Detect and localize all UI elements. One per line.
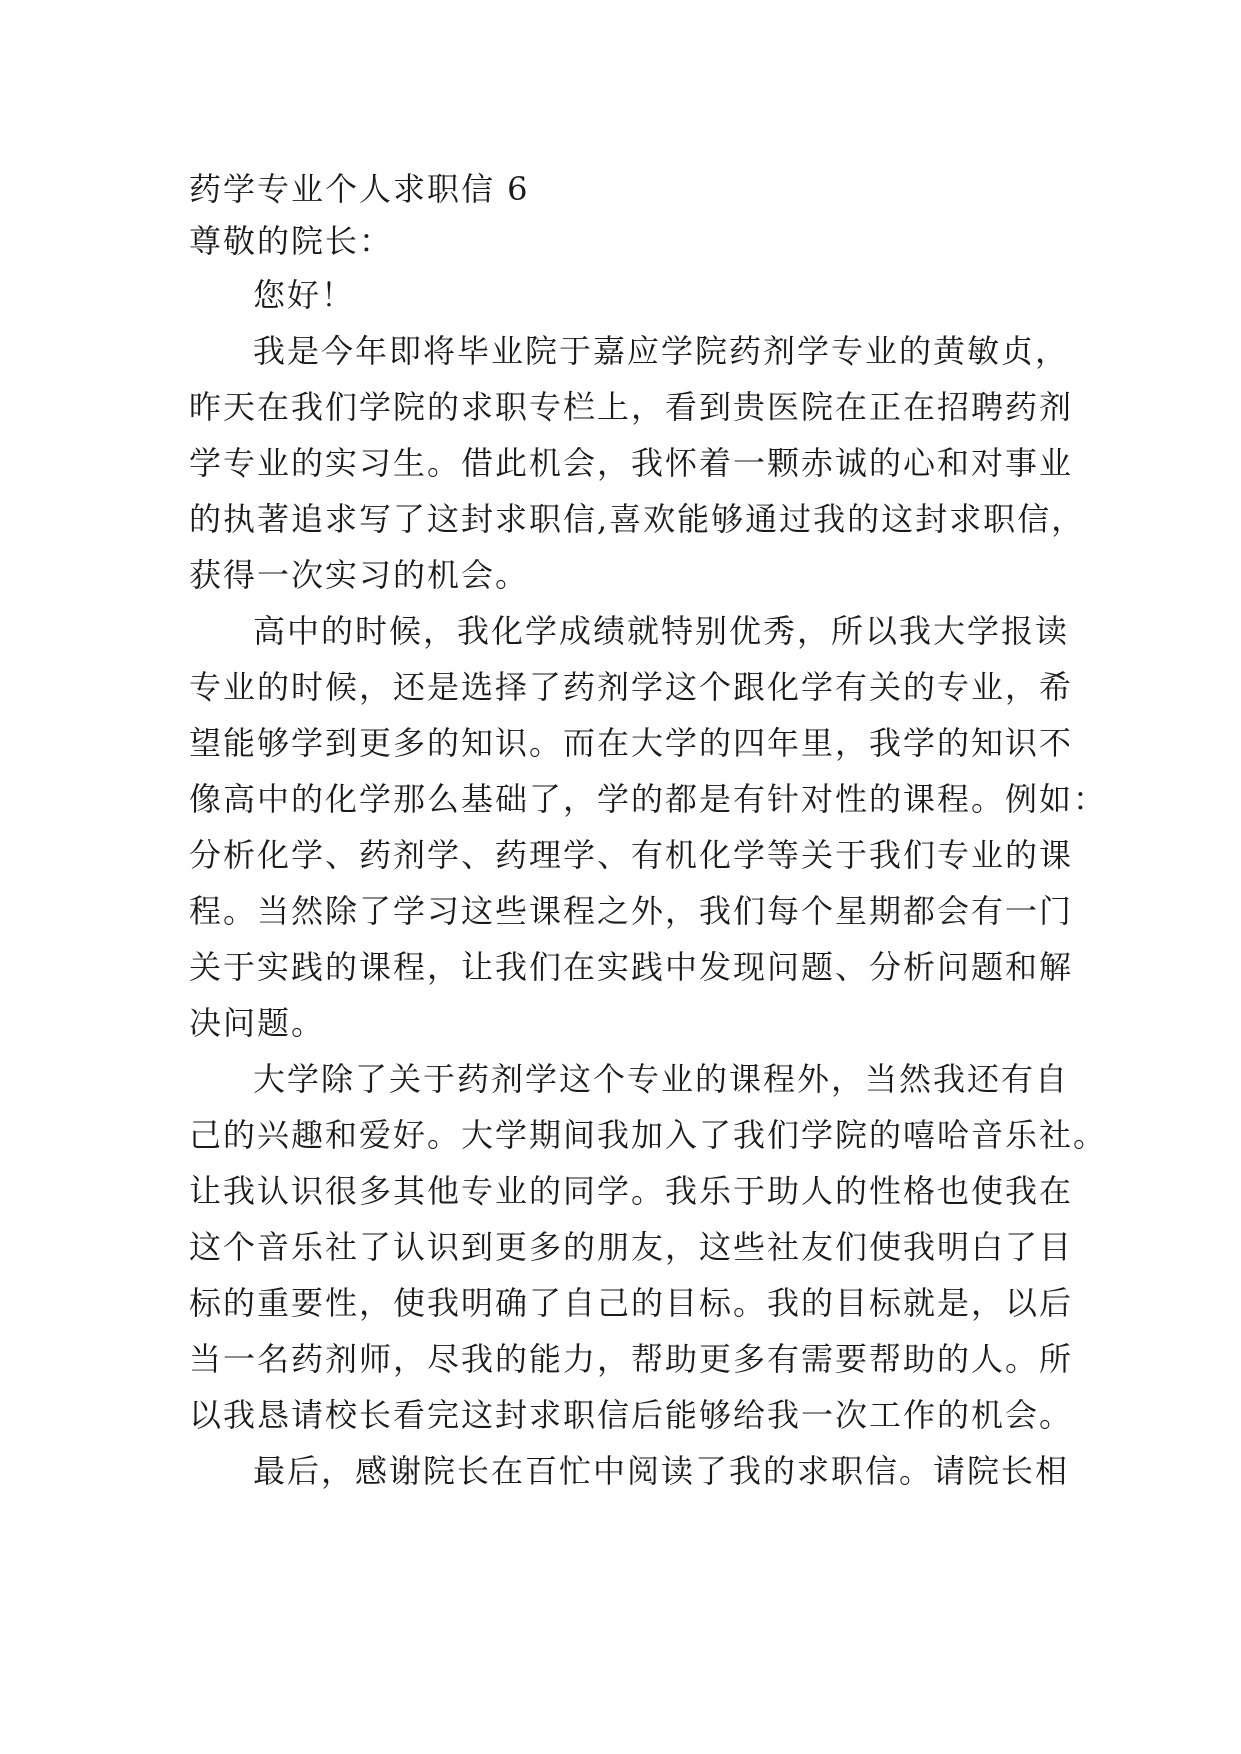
- paragraph-line: 大学除了关于药剂学这个专业的课程外，当然我还有自: [253, 1060, 1070, 1098]
- paragraph-line: 标的重要性，使我明确了自己的目标。我的目标就是，以后: [189, 1284, 1074, 1322]
- paragraph-line: 当一名药剂师，尽我的能力，帮助更多有需要帮助的人。所: [189, 1340, 1074, 1378]
- paragraph-line: 程。当然除了学习这些课程之外，我们每个星期都会有一门: [189, 892, 1074, 930]
- salutation: 尊敬的院长：: [189, 222, 394, 260]
- paragraph-line: 昨天在我们学院的求职专栏上，看到贵医院在正在招聘药剂: [189, 388, 1074, 426]
- paragraph-line: 关于实践的课程，让我们在实践中发现问题、分析问题和解: [189, 948, 1074, 986]
- paragraph-line: 分析化学、药剂学、药理学、有机化学等关于我们专业的课: [189, 836, 1074, 874]
- letter-body: [189, 163, 1108, 1499]
- paragraph-line: 决问题。: [189, 1004, 326, 1042]
- paragraph-1: [189, 323, 1086, 603]
- paragraph-line: 以我恳请校长看完这封求职信后能够给我一次工作的机会。: [189, 1396, 1074, 1434]
- paragraph-line: 学专业的实习生。借此机会，我怀着一颗赤诚的心和对事业: [189, 444, 1074, 482]
- greeting: 您好！: [253, 276, 356, 314]
- paragraph-line: 像高中的化学那么基础了，学的都是有针对性的课程。例如：: [189, 780, 1108, 818]
- paragraph-line: 己的兴趣和爱好。大学期间我加入了我们学院的嘻哈音乐社。: [189, 1116, 1108, 1154]
- paragraph-line: 这个音乐社了认识到更多的朋友，这些社友们使我明白了目: [189, 1228, 1074, 1266]
- paragraph-line: 最后，感谢院长在百忙中阅读了我的求职信。请院长相: [253, 1452, 1070, 1490]
- paragraph-3: [189, 1051, 1108, 1443]
- paragraph-line: 高中的时候，我化学成绩就特别优秀，所以我大学报读: [253, 612, 1070, 650]
- paragraph-line: 获得一次实习的机会。: [189, 556, 530, 594]
- paragraph-line: 的执著追求写了这封求职信,喜欢能够通过我的这封求职信，: [189, 500, 1086, 538]
- paragraph-2: [189, 603, 1108, 1051]
- document-title: 药学专业个人求职信 6: [189, 170, 530, 208]
- paragraph-line: 专业的时候，还是选择了药剂学这个跟化学有关的专业，希: [189, 668, 1074, 706]
- paragraph-line: 让我认识很多其他专业的同学。我乐于助人的性格也使我在: [189, 1172, 1074, 1210]
- paragraph-line: 望能够学到更多的知识。而在大学的四年里，我学的知识不: [189, 724, 1074, 762]
- paragraph-line: 我是今年即将毕业院于嘉应学院药剂学专业的黄敏贞，: [253, 332, 1070, 370]
- paragraph-4: [189, 1443, 1069, 1499]
